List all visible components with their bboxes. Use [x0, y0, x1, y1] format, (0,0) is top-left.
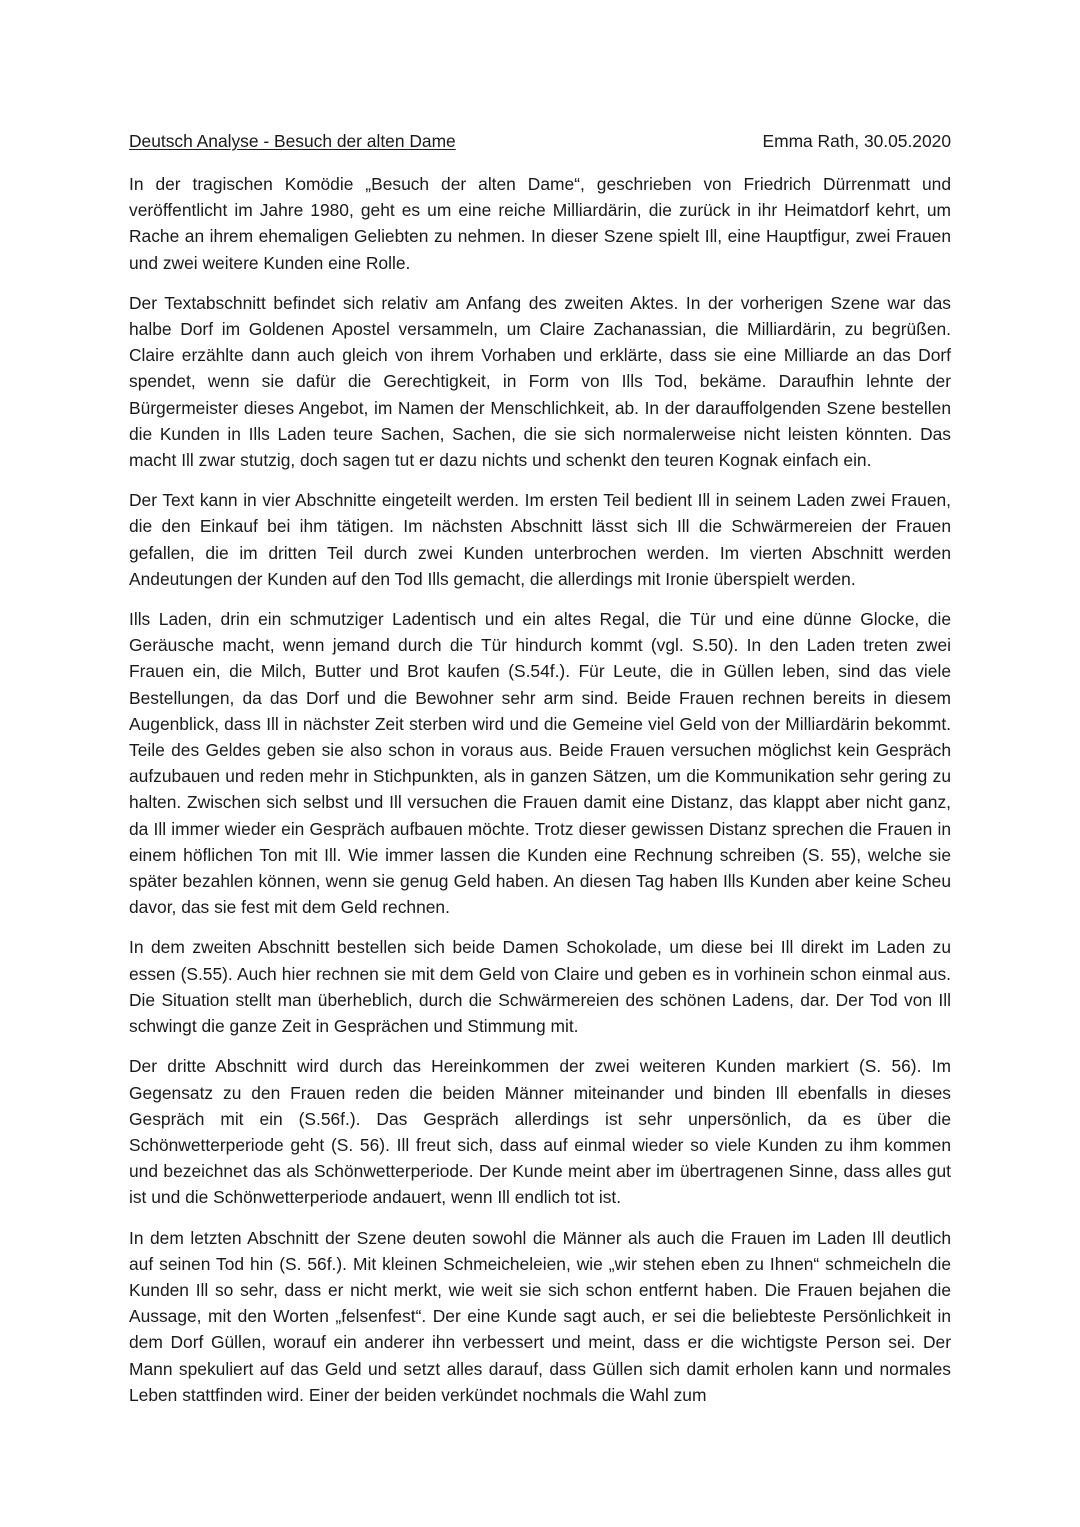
paragraph-structure: Der Text kann in vier Abschnitte eingeteilt werden. Im ersten Teil bedient Ill in seinem Laden zwei Frauen, die den Einkauf bei ihm tätigen. Im nächsten Abschnitt lässt sich Ill die Schwärmereien der Frauen gefallen, die im dritten Teil durch zwei Kunden unterbrochen werden. Im vierten Abschnitt werden Andeutungen der Kunden auf den Tod Ills gemacht, die allerdings mit Ironie überspielt werden.: [129, 490, 951, 589]
author-date: Emma Rath, 30.05.2020: [762, 131, 951, 151]
document-title: Deutsch Analyse - Besuch der alten Dame: [129, 131, 456, 151]
paragraph-introduction: In der tragischen Komödie „Besuch der alten Dame“, geschrieben von Friedrich Dürrenmatt und veröffentlicht im Jahre 1980, geht es um eine reiche Milliardärin, die zurück in ihr Heimatdorf kehrt, um Rache an ihrem ehemaligen Geliebten zu nehmen. In dieser Szene spielt Ill, eine Hauptfigur, zwei Frauen und zwei weitere Kunden eine Rolle.: [129, 174, 951, 273]
paragraph-section-two: In dem zweiten Abschnitt bestellen sich beide Damen Schokolade, um diese bei Ill direkt im Laden zu essen (S.55). Auch hier rechnen sie mit dem Geld von Claire und geben es in vorhinein schon einmal aus. Die Situation stellt man überheblich, durch die Schwärmereien des schönen Ladens, dar. Der Tod von Ill schwingt die ganze Zeit in Gesprächen und Stimmung mit.: [129, 937, 951, 1037]
document-header: [129, 128, 951, 154]
paragraph-section-one: Ills Laden, drin ein schmutziger Ladentisch und ein altes Regal, die Tür und eine dünne Glocke, die Geräusche macht, wenn jemand durch die Tür hindurch kommt (vgl. S.50). In den Laden treten zwei Frauen ein, die Milch, Butter und Brot kaufen (S.54f.). Für Leute, die in Güllen leben, sind das viele Bestellungen, da das Dorf und die Bewohner sehr arm sind. Beide Frauen rechnen bereits in diesem Augenblick, dass Ill in nächster Zeit sterben wird und die Gemeine viel Geld von der Milliardärin bekommt. Teile des Geldes geben sie also schon in voraus aus. Beide Frauen versuchen möglichst kein Gespräch aufzubauen und reden mehr in Stichpunkten, als in ganzen Sätzen, um die Kommunikation sehr gering zu halten. Zwischen sich selbst und Ill versuchen die Frauen damit eine Distanz, das klappt aber nicht ganz, da Ill immer wieder ein Gespräch aufbauen möchte. Trotz dieser gewissen Distanz sprechen die Frauen in einem höflichen Ton mit Ill. Wie immer lassen die Kunden eine Rechnung schreiben (S. 55), welche sie später bezahlen können, wenn sie genug Geld haben. An diesen Tag haben Ills Kunden aber keine Scheu davor, das sie fest mit dem Geld rechnen.: [129, 609, 951, 918]
paragraph-section-four: In dem letzten Abschnitt der Szene deuten sowohl die Männer als auch die Frauen im Laden Ill deutlich auf seinen Tod hin (S. 56f.). Mit kleinen Schmeicheleien, wie „wir stehen eben zu Ihnen“ schmeicheln die Kunden Ill so sehr, dass er nicht merkt, wie weit sie sich schon entfernt haben. Die Frauen bejahen die Aussage, mit den Worten „felsenfest“. Der eine Kunde sagt auch, er sei die beliebteste Persönlichkeit in dem Dorf Güllen, worauf ein anderer ihn verbessert und meint, dass er die wichtigste Person sei. Der Mann spekuliert auf das Geld und setzt alles darauf, dass Güllen sich damit erholen kann und normales Leben stattfinden wird. Einer der beiden verkündet nochmals die Wahl zum: [129, 1227, 951, 1405]
paragraph-context: Der Textabschnitt befindet sich relativ am Anfang des zweiten Aktes. In der vorherigen Szene war das halbe Dorf im Goldenen Apostel versammeln, um Claire Zachanassian, die Milliardärin, zu begrüßen. Claire erzählte dann auch gleich von ihrem Vorhaben und erklärte, dass sie eine Milliarde an das Dorf spendet, wenn sie dafür die Gerechtigkeit, in Form von Ills Tod, bekäme. Daraufhin lehnte der Bürgermeister dieses Angebot, im Namen der Menschlichkeit, ab. In der darauffolgenden Szene bestellen die Kunden in Ills Laden teure Sachen, Sachen, die sie sich normalerweise nicht leisten könnten. Das macht Ill zwar stutzig, doch sagen tut er dazu nichts und schenkt den teuren Kognak einfach ein.: [129, 292, 951, 471]
document-page: [129, 128, 951, 1422]
paragraph-section-three: Der dritte Abschnitt wird durch das Hereinkommen der zwei weiteren Kunden markiert (S. 56). Im Gegensatz zu den Frauen reden die beiden Männer miteinander und binden Ill ebenfalls in dieses Gespräch mit ein (S.56f.). Das Gespräch allerdings ist sehr unpersönlich, da es über die Schönwetterperiode geht (S. 56). Ill freut sich, dass auf einmal wieder so viele Kunden zu ihm kommen und bezeichnet das als Schönwetterperiode. Der Kunde meint aber im übertragenen Sinne, dass alles gut ist und die Schönwetterperiode andauert, wenn Ill endlich tot ist.: [129, 1056, 951, 1208]
